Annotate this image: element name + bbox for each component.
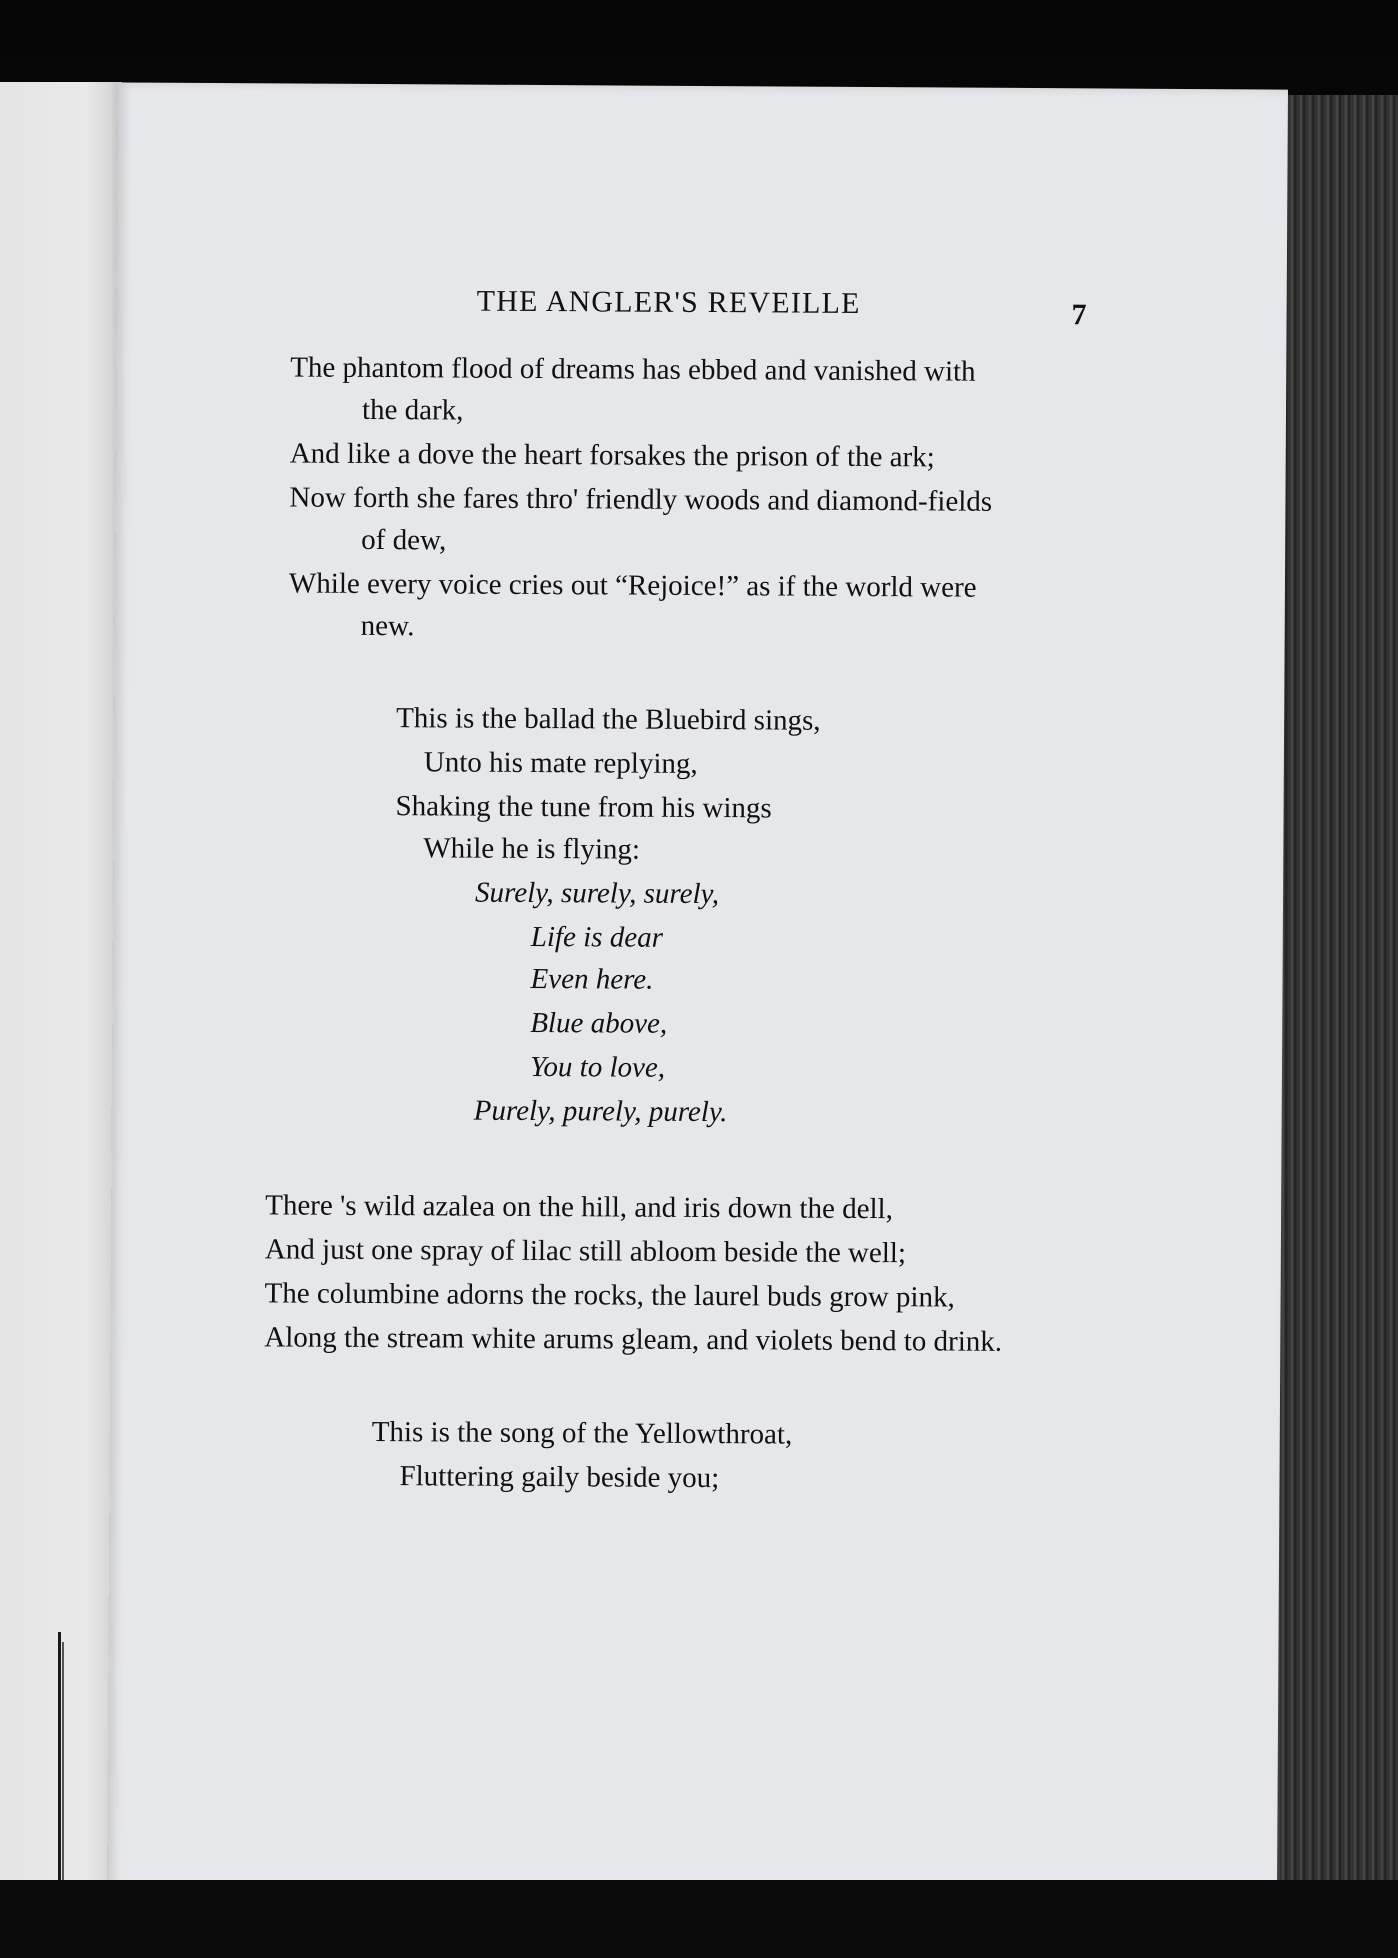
stanza2-line: And just one spray of lilac still abloom beside the well;	[264, 1233, 907, 1270]
stanza1-line: new.	[360, 609, 415, 643]
song1-line: You to love,	[529, 1050, 666, 1084]
refrain2-line: Fluttering gaily beside you;	[399, 1460, 720, 1495]
song1-line: Life is dear	[530, 920, 664, 954]
song1-line: Surely, surely, surely,	[474, 876, 720, 911]
stanza1-line: The phantom flood of dreams has ebbed and vanished with	[290, 351, 976, 388]
stanza1-line: And like a dove the heart forsakes the prison of the ark;	[289, 437, 935, 474]
song1-line: Blue above,	[530, 1006, 668, 1040]
stanza2-line: Along the stream white arums gleam, and violets bend to drink.	[264, 1321, 1003, 1358]
song1-line: Even here.	[530, 962, 654, 996]
stanza1-line: the dark,	[361, 393, 464, 427]
page-content	[107, 82, 1288, 1919]
song1-line: Purely, purely, purely.	[473, 1094, 728, 1129]
stanza2-line: The columbine adorns the rocks, the laurel buds grow pink,	[264, 1277, 955, 1314]
running-head: THE ANGLER'S REVEILLE	[476, 284, 861, 320]
refrain1-line: While he is flying:	[423, 832, 641, 866]
refrain1-line: This is the ballad the Bluebird sings,	[396, 702, 821, 737]
page-number: 7	[1071, 298, 1087, 332]
stanza1-line: While every voice cries out “Rejoice!” as if the world were	[288, 567, 977, 604]
stanza1-line: of dew,	[361, 523, 447, 557]
book-page	[107, 82, 1288, 1919]
refrain1-line: Unto his mate replying,	[423, 746, 698, 780]
previous-page-edge	[0, 82, 122, 1892]
stanza1-line: Now forth she fares thro' friendly woods and diamond-fields	[289, 481, 993, 518]
scan-bottom-background	[0, 1880, 1398, 1958]
stanza2-line: There 's wild azalea on the hill, and iris down the dell,	[265, 1189, 893, 1226]
refrain1-line: Shaking the tune from his wings	[395, 790, 772, 825]
refrain2-line: This is the song of the Yellowthroat,	[371, 1416, 793, 1451]
